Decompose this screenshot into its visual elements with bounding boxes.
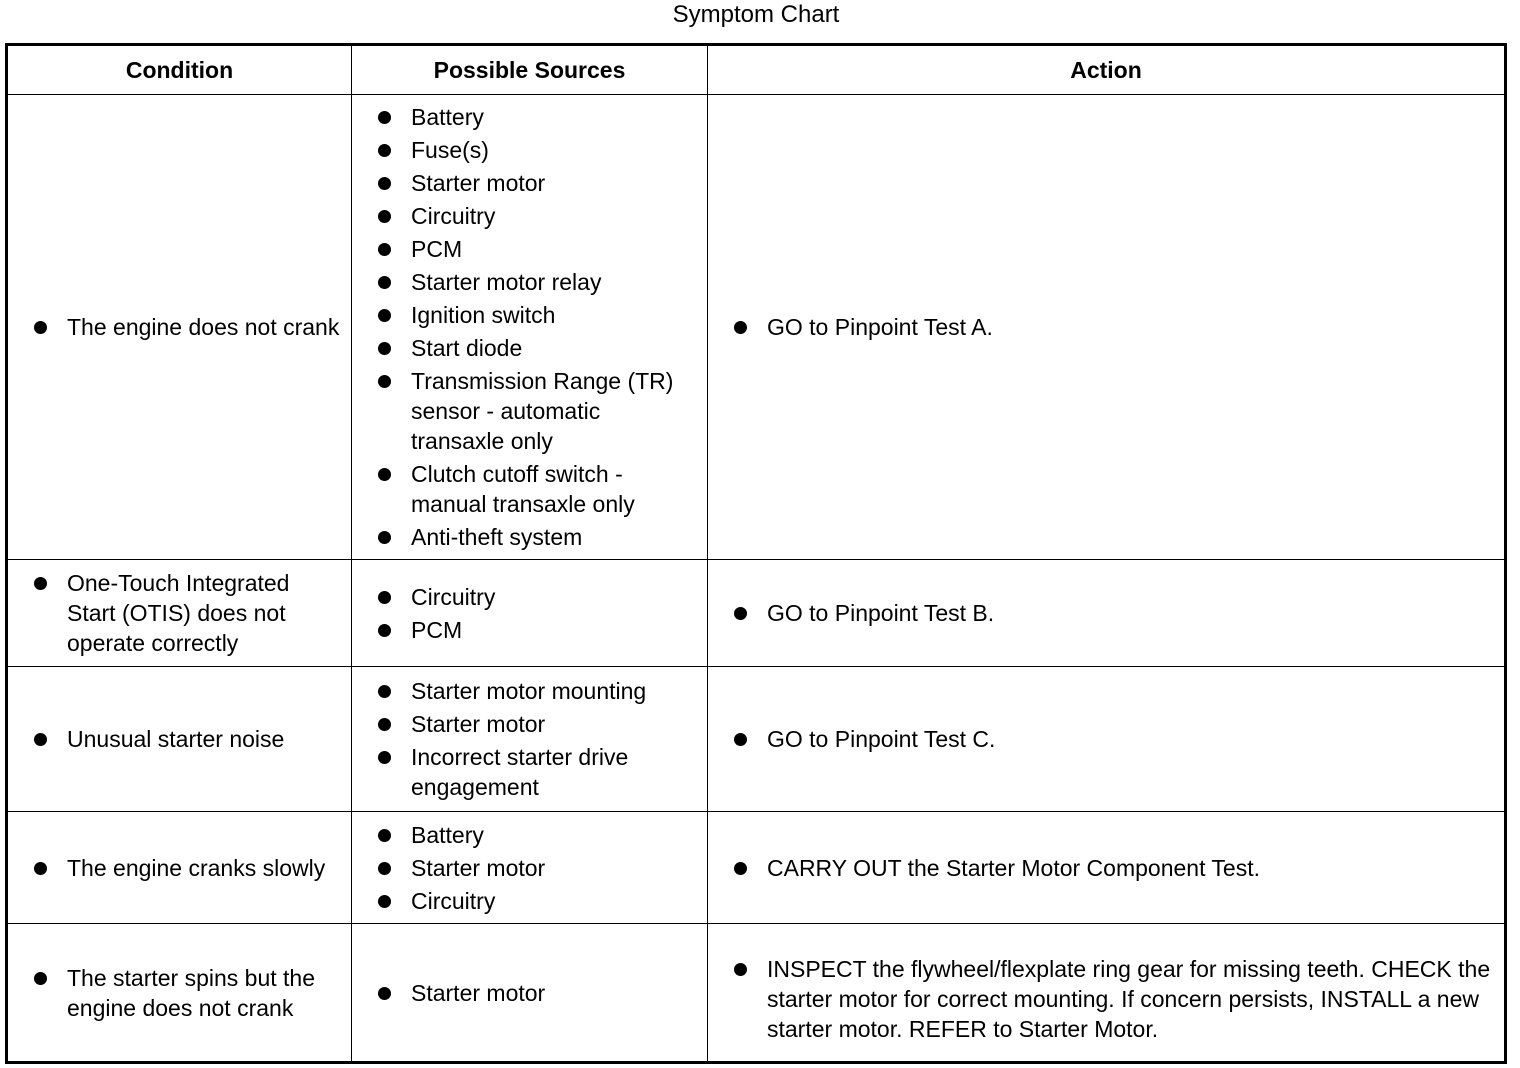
source-item [352,978,707,1008]
action-text: GO to Pinpoint Test B. [767,600,995,626]
header-condition: Condition [7,45,352,95]
table-row [7,95,1506,560]
condition-item [8,568,351,658]
condition-text: The starter spins but the engine does not crank [67,964,316,1021]
action-item [708,598,1504,628]
source-item [352,201,707,231]
symptom-chart-table [5,43,1507,1064]
condition-text: One-Touch Integrated Start (OTIS) does not operate correctly [67,570,290,656]
source-item [352,615,707,645]
action-text: CARRY OUT the Starter Motor Component Test. [767,854,1261,881]
bullet-icon [34,577,47,590]
condition-cell [7,560,352,667]
condition-item [8,312,351,342]
source-text: Circuitry [411,583,496,610]
source-text: Clutch cutoff switch - manual transaxle only [411,461,635,517]
source-text: Starter motor [411,170,546,196]
bullet-icon [378,468,391,481]
source-item [352,522,707,552]
source-text: Starter motor mounting [411,678,647,704]
action-text: INSPECT the flywheel/flexplate ring gear for missing teeth. CHECK the starter motor for correct mounting. If concern persists, INSTALL a new starter motor. REFER to Starter Motor. [767,955,1491,1042]
condition-text: The engine does not crank [67,314,340,340]
bullet-icon [378,210,391,223]
condition-text: Unusual starter noise [67,726,285,752]
bullet-icon [378,309,391,322]
table-row [7,560,1506,667]
table-row [7,812,1506,924]
condition-item [8,724,351,754]
condition-text: The engine cranks slowly [67,854,326,881]
source-item [352,333,707,363]
bullet-icon [378,111,391,124]
bullet-icon [378,829,391,842]
condition-cell [7,924,352,1063]
bullet-icon [378,177,391,190]
source-text: Anti-theft system [411,524,583,550]
source-text: PCM [411,616,463,643]
bullet-icon [34,862,47,875]
source-text: Starter motor [411,979,546,1006]
header-row [7,45,1506,95]
source-item [352,267,707,297]
bullet-icon [34,321,47,334]
action-item [708,853,1504,883]
source-text: Starter motor [411,854,546,881]
action-text: GO to Pinpoint Test C. [767,726,996,752]
source-item [352,709,707,739]
source-item [352,676,707,706]
action-cell [708,812,1506,924]
source-text: Start diode [411,335,523,361]
source-text: Battery [411,104,484,130]
header-possible-sources: Possible Sources [352,45,708,95]
action-item [708,724,1504,754]
condition-cell [7,812,352,924]
source-text: Battery [411,821,484,848]
sources-cell [352,924,708,1063]
bullet-icon [734,733,747,746]
header-action: Action [708,45,1506,95]
bullet-icon [34,733,47,746]
bullet-icon [378,718,391,731]
bullet-icon [378,531,391,544]
bullet-icon [378,591,391,604]
bullet-icon [378,987,391,1000]
source-item [352,582,707,612]
bullet-icon [734,963,747,976]
source-text: Transmission Range (TR) sensor - automatic transaxle only [411,368,674,454]
bullet-icon [378,624,391,637]
source-item [352,135,707,165]
action-cell [708,95,1506,560]
bullet-icon [734,607,747,620]
bullet-icon [378,144,391,157]
action-cell [708,924,1506,1063]
bullet-icon [378,342,391,355]
source-text: Circuitry [411,203,496,229]
action-cell [708,667,1506,812]
table-row [7,667,1506,812]
condition-item [8,853,351,883]
bullet-icon [34,972,47,985]
source-item [352,742,707,802]
bullet-icon [378,375,391,388]
action-item [708,954,1504,1044]
bullet-icon [378,276,391,289]
condition-item [8,963,351,1023]
source-text: Ignition switch [411,302,556,328]
sources-cell [352,95,708,560]
source-item [352,234,707,264]
source-item [352,300,707,330]
condition-cell [7,95,352,560]
source-item [352,886,707,916]
source-item [352,102,707,132]
condition-cell [7,667,352,812]
sources-cell [352,560,708,667]
bullet-icon [734,321,747,334]
source-text: Circuitry [411,887,496,914]
action-text: GO to Pinpoint Test A. [767,314,993,340]
source-item [352,820,707,850]
source-text: Fuse(s) [411,137,489,163]
action-item [708,312,1504,342]
action-cell [708,560,1506,667]
bullet-icon [378,751,391,764]
source-item [352,366,707,456]
source-text: Starter motor [411,711,546,737]
chart-caption: Symptom Chart [672,1,840,28]
source-text: Starter motor relay [411,269,602,295]
bullet-icon [378,895,391,908]
bullet-icon [378,862,391,875]
bullet-icon [378,685,391,698]
table-row [7,924,1506,1063]
source-item [352,459,707,519]
source-text: PCM [411,236,463,262]
bullet-icon [378,243,391,256]
source-item [352,168,707,198]
bullet-icon [734,862,747,875]
source-text: Incorrect starter drive engagement [411,744,629,800]
sources-cell [352,667,708,812]
sources-cell [352,812,708,924]
source-item [352,853,707,883]
